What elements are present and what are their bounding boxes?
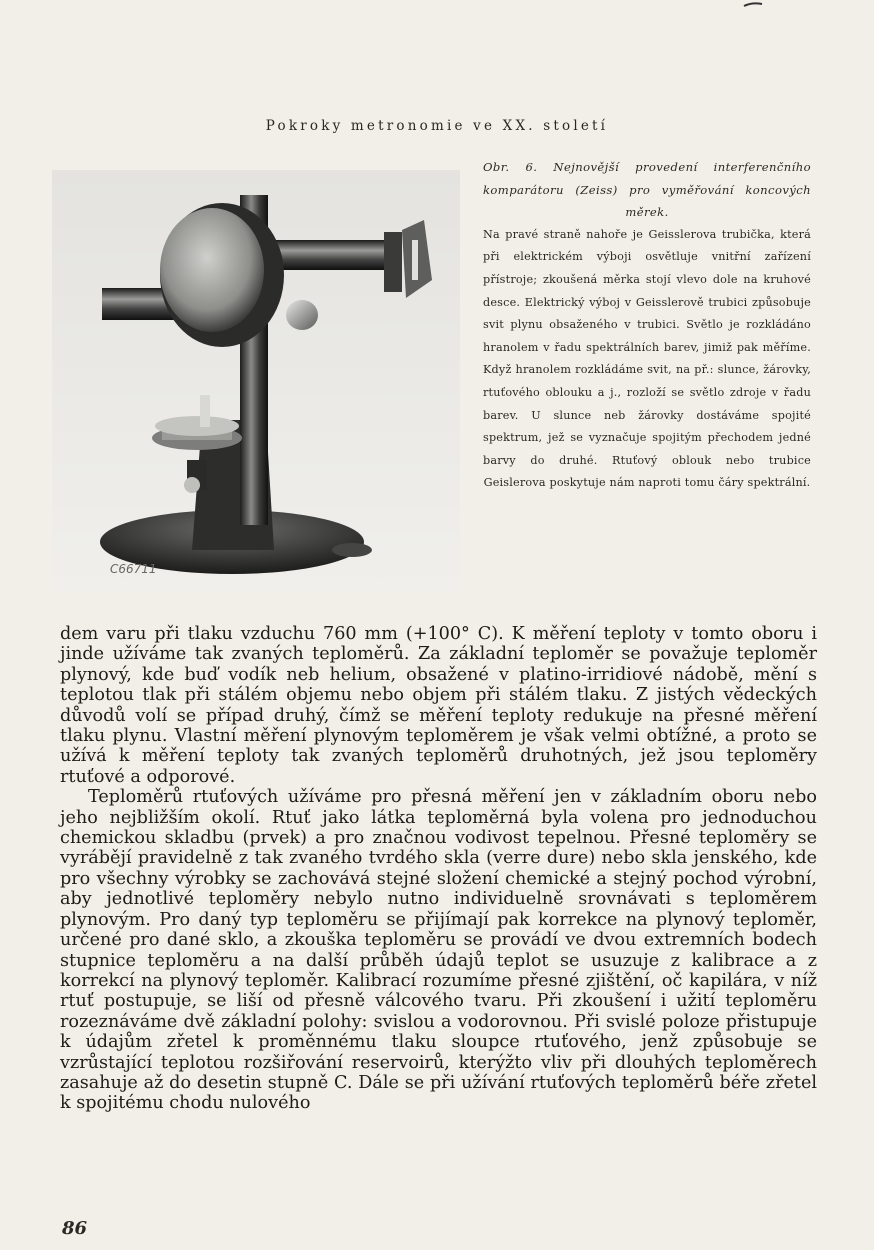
running-head: Pokroky metronomie ve XX. století <box>265 118 609 134</box>
comparator-illustration <box>52 170 460 592</box>
page-number: 86 <box>62 1218 88 1239</box>
photo-code: C66711 <box>110 562 157 576</box>
comparator-photo <box>52 170 460 592</box>
paragraph-1: dem varu při tlaku vzduchu 760 mm (+100° C). K měření teploty v tomto oboru i jinde užíváme tak zvaných teploměrů. Za základní teploměr se považuje teploměr plynový, kde buď vodík neb helium, obsažené v platino-irridiové nádobě, mění s teplotou tlak při stálém objemu nebo objem při stálém tlaku. Z jistých vědeckých důvodů volí se případ druhý, čímž se měření teploty redukuje na přesné měření tlaku plynu. Vlastní měření plynovým teploměrem je však velmi obtížné, a proto se užívá k měření teploty tak zvaných teploměrů druhotných, jež jsou teploměry rtuťové a odporové. <box>60 624 817 787</box>
caption-title: Obr. 6. Nejnovější provedení interferenčního komparátoru (Zeiss) pro vyměřování koncových měrek. <box>483 160 811 220</box>
figure-caption <box>483 156 811 495</box>
caption-text: Na pravé straně nahoře je Geisslerova trubička, která při elektrickém výboji osvětluje vnitřní zařízení přístroje; zkoušená měrka stojí vlevo dole na kruhové desce. Elektrický výboj v Geisslerově trubici způsobuje svit plynu obsaženého v trubici. Světlo je rozkládáno hranolem v řadu spektrálních barev, jimiž pak měříme. Když hranolem rozkládáme svit, na př.: slunce, žárovky, rtuťového oblouku a j., rozloží se světlo zdroje v řadu barev. U slunce neb žárovky dostáváme spojité spektrum, jež se vyznačuje spojitým přechodem jedné barvy do druhé. Rtuťový oblouk nebo trubice Geislerova poskytuje nám naproti tomu čáry spektrální. <box>483 227 811 490</box>
body-text <box>60 624 817 1114</box>
paragraph-2: Teploměrů rtuťových užíváme pro přesná měření jen v základním oboru nebo jeho nejbližším okolí. Rtuť jako látka teploměrná byla volena pro jednoduchou chemickou skladbu (prvek) a pro značnou vodivost tepelnou. Přesné teploměry se vyrábějí pravidelně z tak zvaného tvrdého skla (verre dure) nebo skla jenského, kde pro všechny výrobky se zachovává stejné složení chemické a stejný pochod výrobní, aby jednotlivé teploměry nebylo nutno individuelně srovnávati s teploměrem plynovým. Pro daný typ teploměru se přijímají pak korrekce na plynový teploměr, určené pro dané sklo, a zkouška teploměru se provádí ve dvou extremních bodech stupnice teploměru a na další průběh údajů teplot se usuzuje z kalibrace a z korrekcí na plynový teploměr. Kalibrací rozumíme přesné zjištění, oč kapilára, v níž rtuť postupuje, se liší od přesně válcového tvaru. Při zkoušení i užití teploměru rozeznáváme dvě základní polohy: svislou a vodorovnou. Při svislé poloze přistupuje k údajům zřetel k proměnnému tlaku sloupce rtuťového, jenž způsobuje se vzrůstající teplotou rozšiřování reservoirů, kterýžto vliv při dlouhých teploměrech zasahuje až do desetin stupně C. Dále se při užívání rtuťových teploměrů béře zřetel k spojitému chodu nulového <box>60 787 817 1114</box>
ink-mark <box>742 0 764 10</box>
